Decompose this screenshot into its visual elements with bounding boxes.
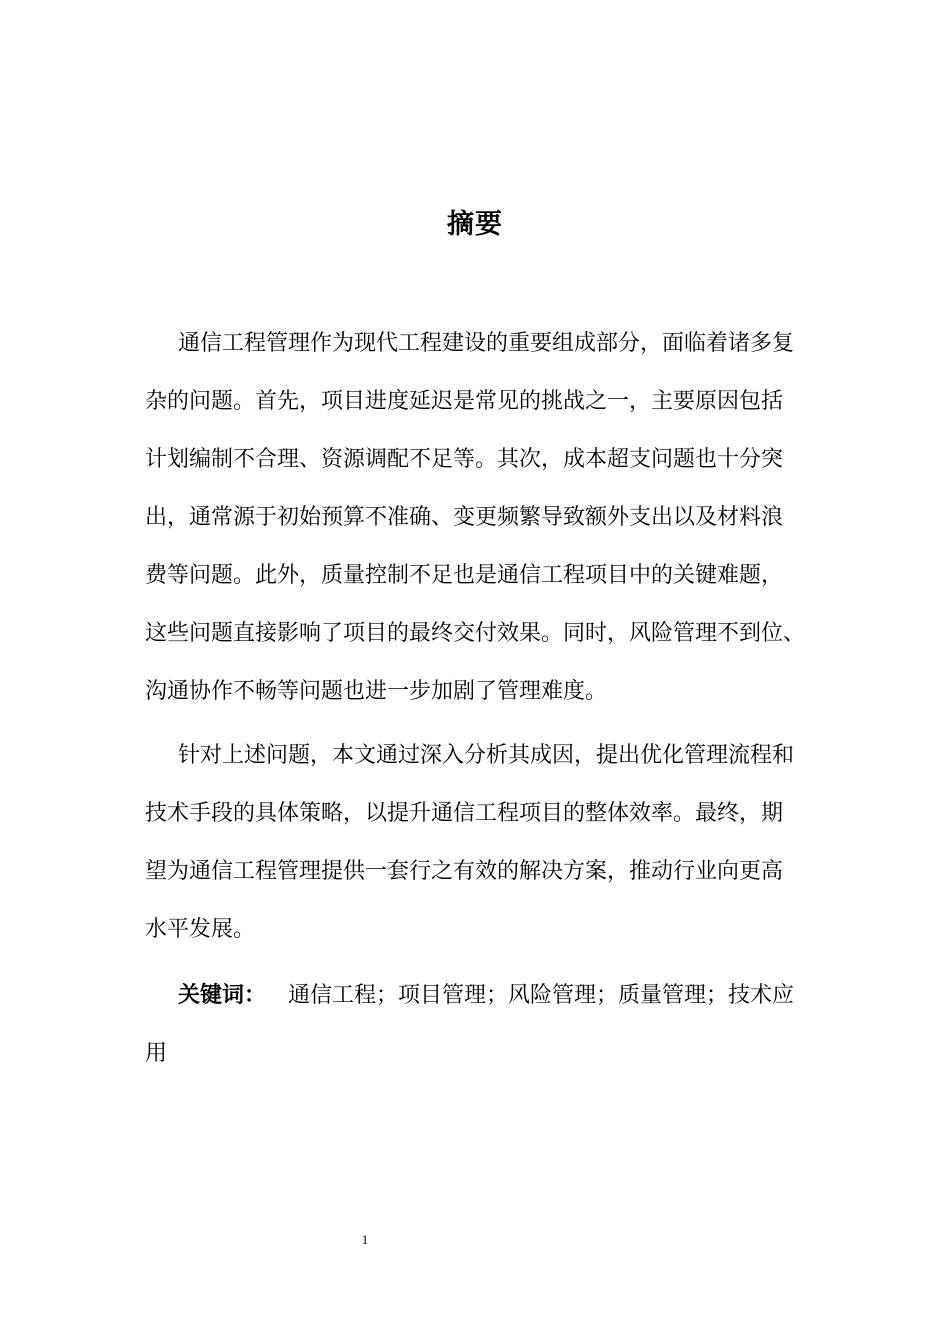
paragraph-1-line-1: 通信工程管理作为现代工程建设的重要组成部分，面临着诸多复: [178, 331, 795, 356]
paragraph-1-line-3: 计划编制不合理、资源调配不足等。其次，成本超支问题也十分突: [145, 447, 784, 472]
abstract-title: 摘要: [447, 209, 503, 240]
paragraph-1-line-7: 沟通协作不畅等问题也进一步加剧了管理难度。: [145, 679, 608, 704]
paragraph-1-line-2: 杂的问题。首先，项目进度延迟是常见的挑战之一，主要原因包括: [145, 389, 784, 414]
keywords-line-2: 用: [145, 1041, 168, 1066]
paragraph-1-line-4: 出，通常源于初始预算不准确、变更频繁导致额外支出以及材料浪: [145, 505, 784, 530]
paragraph-2-line-1: 针对上述问题，本文通过深入分析其成因，提出优化管理流程和: [178, 743, 795, 768]
paragraph-1-line-5: 费等问题。此外，质量控制不足也是通信工程项目中的关键难题，: [145, 563, 784, 588]
keywords-list: 通信工程；项目管理；风险管理；质量管理；技术应: [288, 983, 795, 1008]
paragraph-2-line-2: 技术手段的具体策略，以提升通信工程项目的整体效率。最终，期: [145, 801, 784, 826]
paragraph-1-line-6: 这些问题直接影响了项目的最终交付效果。同时，风险管理不到位、: [145, 621, 806, 646]
paragraph-2-line-3: 望为通信工程管理提供一套行之有效的解决方案，推动行业向更高: [145, 859, 784, 884]
keywords-label: 关键词：: [178, 983, 267, 1008]
paragraph-2-line-4: 水平发展。: [145, 917, 256, 942]
keywords-line-1: [178, 980, 794, 1012]
page-number: 1: [361, 1232, 369, 1247]
